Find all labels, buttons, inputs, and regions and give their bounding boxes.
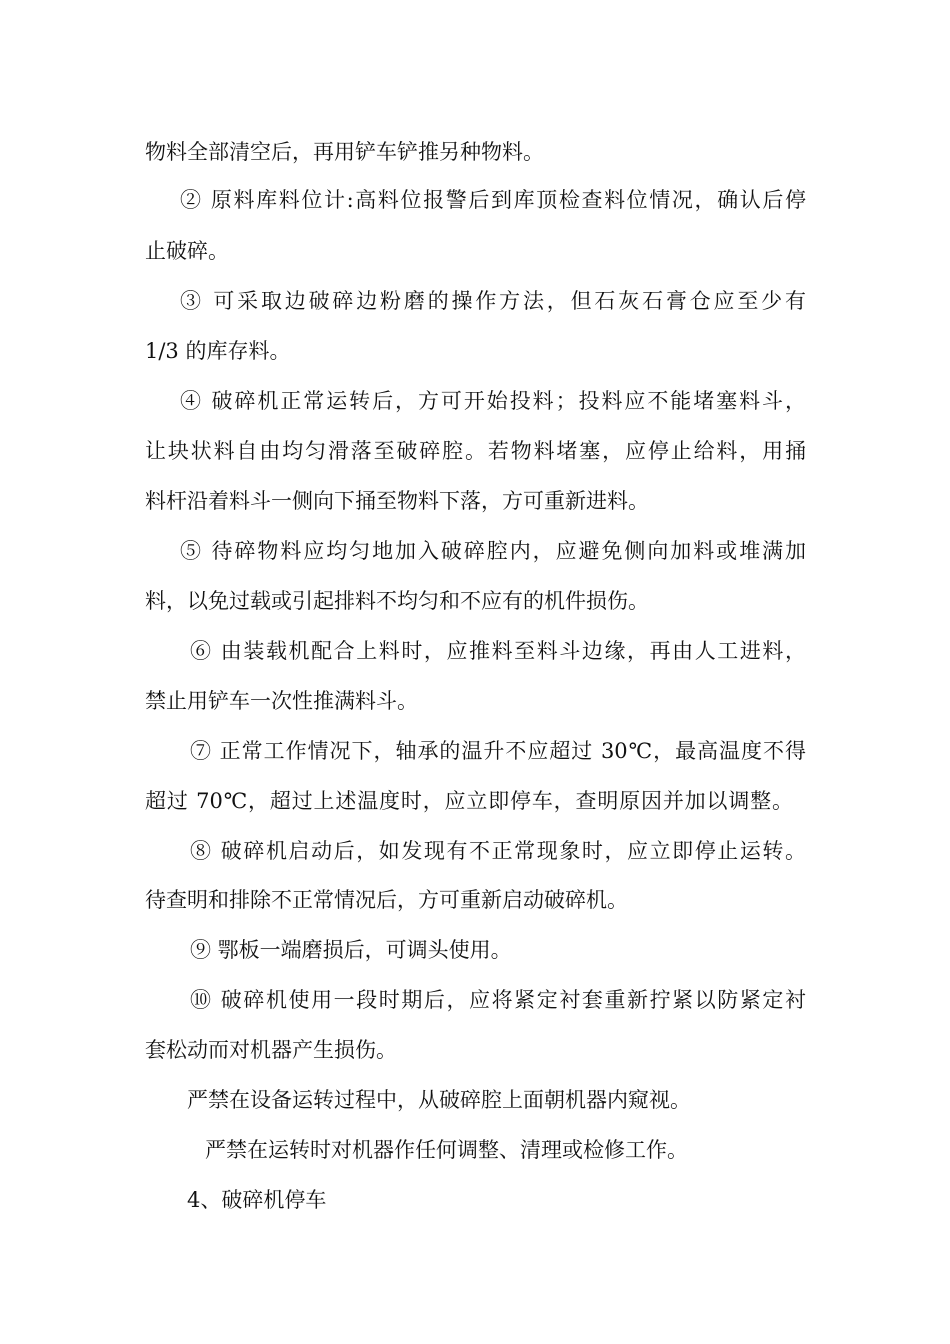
paragraph-line: ⑥ 由装载机配合上料时，应推料至料斗边缘，再由人工进料，: [190, 639, 806, 663]
paragraph-line: 严禁在设备运转过程中，从破碎腔上面朝机器内窥视。: [187, 1088, 691, 1112]
paragraph-line: ⑤ 待碎物料应均匀地加入破碎腔内，应避免侧向加料或堆满加: [180, 539, 806, 563]
paragraph-line: 禁止用铲车一次性推满料斗。: [145, 689, 418, 713]
section-heading: 4、破碎机停车: [187, 1188, 327, 1212]
paragraph-line: 待查明和排除不正常情况后，方可重新启动破碎机。: [145, 888, 628, 912]
paragraph-line: 止破碎。: [145, 239, 229, 263]
paragraph-line: ⑨ 鄂板一端磨损后，可调头使用。: [190, 938, 512, 962]
paragraph-line: 1/3 的库存料。: [145, 339, 291, 363]
paragraph-line: ⑦ 正常工作情况下，轴承的温升不应超过 30℃，最高温度不得: [190, 739, 806, 763]
paragraph-line: ② 原料库料位计:高料位报警后到库顶检查料位情况，确认后停: [180, 188, 806, 212]
paragraph-line: ④ 破碎机正常运转后，方可开始投料；投料应不能堵塞料斗，: [180, 389, 806, 413]
paragraph-line: 让块状料自由均匀滑落至破碎腔。若物料堵塞，应停止给料，用捅: [145, 439, 806, 463]
paragraph-line: 严禁在运转时对机器作任何调整、清理或检修工作。: [205, 1138, 688, 1162]
paragraph-line: ⑧ 破碎机启动后，如发现有不正常现象时，应立即停止运转。: [190, 839, 806, 863]
paragraph-line: 套松动而对机器产生损伤。: [145, 1038, 397, 1062]
paragraph-line: 料杆沿着料斗一侧向下捅至物料下落，方可重新进料。: [145, 489, 649, 513]
paragraph-line: 料，以免过载或引起排料不均匀和不应有的机件损伤。: [145, 589, 649, 613]
paragraph-line: 超过 70℃，超过上述温度时，应立即停车，查明原因并加以调整。: [145, 789, 793, 813]
paragraph-line: ③ 可采取边破碎边粉磨的操作方法，但石灰石膏仓应至少有: [180, 289, 806, 313]
paragraph-line: ⑩ 破碎机使用一段时期后，应将紧定衬套重新拧紧以防紧定衬: [190, 988, 806, 1012]
paragraph-line: 物料全部清空后，再用铲车铲推另种物料。: [145, 140, 544, 164]
